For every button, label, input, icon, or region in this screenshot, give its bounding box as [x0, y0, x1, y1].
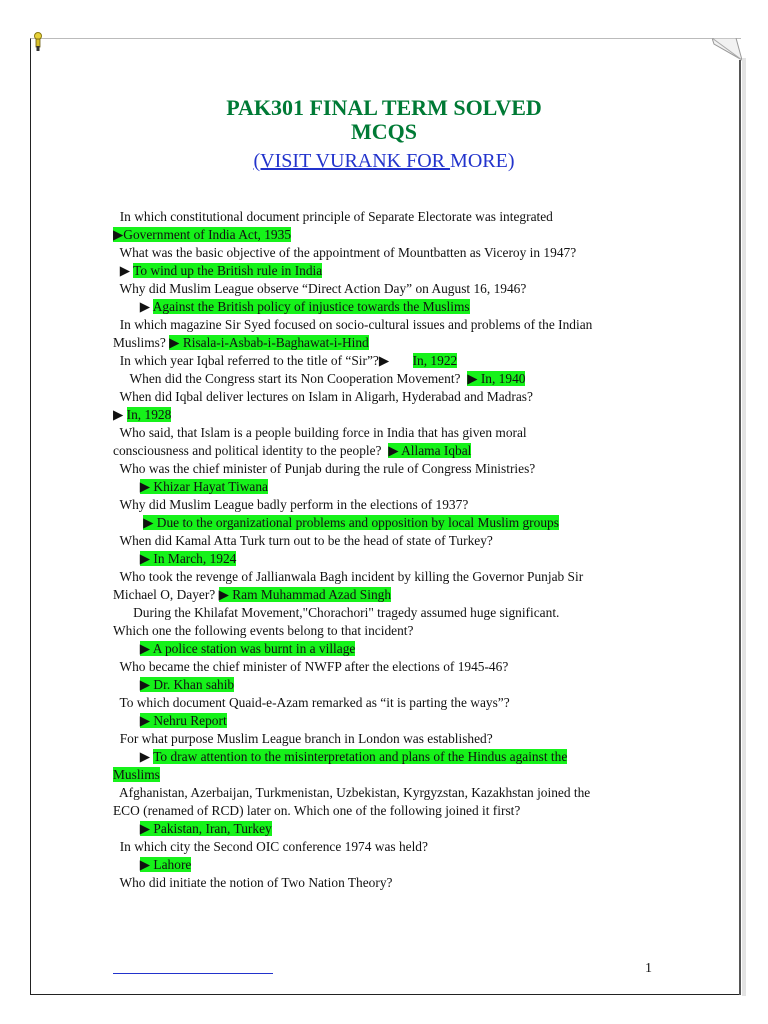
question-line — [113, 838, 658, 856]
answer-line — [113, 226, 658, 244]
line-text: When did Iqbal deliver lectures on Islam in Aligarh, Hyderabad and Madras? — [113, 389, 533, 404]
line-text: Who did initiate the notion of Two Nation Theory? — [113, 875, 393, 890]
question-line — [113, 730, 658, 748]
answer-line — [113, 442, 658, 460]
question-line — [113, 280, 658, 298]
highlighted-answer: ▶ A police station was burnt in a village — [139, 641, 356, 656]
line-text: Who became the chief minister of NWFP after the elections of 1945-46? — [113, 659, 509, 674]
highlighted-answer: ▶ Ram Muhammad Azad Singh — [218, 587, 392, 602]
question-line — [113, 532, 658, 550]
line-text — [113, 551, 140, 566]
line-text — [113, 821, 140, 836]
question-line — [113, 784, 658, 802]
question-line — [113, 424, 658, 442]
answer-line — [113, 262, 658, 280]
answer-line — [113, 748, 658, 766]
title-line-2: MCQS — [351, 119, 417, 144]
answer-line — [113, 370, 658, 388]
line-text: consciousness and political identity to the people? — [113, 443, 389, 458]
line-text: Why did Muslim League badly perform in the elections of 1937? — [113, 497, 469, 512]
highlighted-answer: ▶ Dr. Khan sahib — [139, 677, 235, 692]
answer-line — [113, 586, 658, 604]
answer-line — [113, 406, 658, 424]
line-text — [113, 479, 140, 494]
answer-line — [113, 550, 658, 568]
line-text — [113, 713, 140, 728]
line-text: Who took the revenge of Jallianwala Bagh incident by killing the Governor Punjab Sir — [113, 569, 584, 584]
answer-line — [113, 820, 658, 838]
highlighted-answer: ▶ Nehru Report — [139, 713, 227, 728]
question-line — [113, 604, 658, 622]
line-text: Why did Muslim League observe “Direct Action Day” on August 16, 1946? — [113, 281, 527, 296]
page-number: 1 — [645, 961, 652, 976]
line-text: Afghanistan, Azerbaijan, Turkmenistan, Uzbekistan, Kyrgyzstan, Kazakhstan joined the — [113, 785, 591, 800]
answer-line — [113, 640, 658, 658]
line-text: ECO (renamed of RCD) later on. Which one of the following joined it first? — [113, 803, 521, 818]
line-text: In which constitutional document principle of Separate Electorate was integrated — [113, 209, 553, 224]
line-text: Michael O, Dayer? — [113, 587, 219, 602]
highlighted-answer: ▶ Pakistan, Iran, Turkey — [139, 821, 272, 836]
line-text: ▶ — [113, 407, 127, 422]
answer-line — [113, 298, 658, 316]
paperclip-icon — [31, 31, 45, 53]
line-text: Muslims? — [113, 335, 170, 350]
answer-line — [113, 676, 658, 694]
line-text: To which document Quaid-e-Azam remarked as “it is parting the ways”? — [113, 695, 510, 710]
visit-link[interactable] — [0, 149, 768, 173]
answer-line — [113, 856, 658, 874]
line-text — [113, 515, 143, 530]
highlighted-answer: ▶ Lahore — [139, 857, 192, 872]
highlighted-answer: Muslims — [113, 767, 160, 782]
question-line — [113, 874, 658, 892]
question-line — [113, 388, 658, 406]
highlighted-answer: Against the British policy of injustice towards the Muslims — [152, 299, 470, 314]
line-text: During the Khilafat Movement,"Chorachori" tragedy assumed huge significant. — [113, 605, 560, 620]
page-edge — [739, 60, 741, 995]
line-text: ▶ — [113, 299, 153, 314]
highlighted-answer: To draw attention to the misinterpretation and plans of the Hindus against the — [153, 749, 568, 764]
question-line — [113, 802, 658, 820]
highlighted-answer: ▶ Khizar Hayat Tiwana — [139, 479, 268, 494]
highlighted-answer: ▶ Risala-i-Asbab-i-Baghawat-i-Hind — [169, 335, 369, 350]
question-line — [113, 496, 658, 514]
visit-link-text[interactable]: (VISIT VURANK FOR — [253, 150, 451, 172]
question-line — [113, 658, 658, 676]
highlighted-answer: To wind up the British rule in India — [133, 263, 323, 278]
question-line — [113, 622, 658, 640]
question-line — [113, 208, 658, 226]
line-text: In which city the Second OIC conference 1974 was held? — [113, 839, 428, 854]
highlighted-answer: In, 1928 — [126, 407, 172, 422]
question-line — [113, 694, 658, 712]
mcq-list — [113, 208, 658, 892]
page-shadow — [742, 58, 746, 996]
page-curl-icon — [712, 38, 742, 62]
footnote-separator — [113, 973, 273, 974]
question-line — [113, 568, 658, 586]
question-line — [113, 316, 658, 334]
line-text — [113, 677, 140, 692]
line-text: ▶ — [113, 263, 134, 278]
highlighted-answer: ▶ In March, 1924 — [139, 551, 237, 566]
highlighted-answer: ▶ Due to the organizational problems and opposition by local Muslim groups — [143, 515, 559, 530]
highlighted-answer: ▶Government of India Act, 1935 — [113, 227, 292, 242]
line-text: Who said, that Islam is a people building force in India that has given moral — [113, 425, 527, 440]
line-text: In which magazine Sir Syed focused on socio-cultural issues and problems of the Indian — [113, 317, 593, 332]
line-text: In which year Iqbal referred to the title of “Sir”?▶ — [113, 353, 413, 368]
question-line — [113, 244, 658, 262]
line-text — [113, 641, 140, 656]
page-title — [0, 96, 768, 144]
answer-line — [113, 334, 658, 352]
visit-link-more: MORE) — [450, 150, 515, 172]
line-text: ▶ — [113, 749, 154, 764]
line-text: Which one the following events belong to that incident? — [113, 623, 414, 638]
line-text: For what purpose Muslim League branch in London was established? — [113, 731, 493, 746]
answer-line — [113, 712, 658, 730]
question-line — [113, 460, 658, 478]
line-text: What was the basic objective of the appointment of Mountbatten as Viceroy in 1947? — [113, 245, 577, 260]
highlighted-answer: ▶ Allama Iqbal — [388, 443, 472, 458]
highlighted-answer: In, 1922 — [412, 353, 458, 368]
highlighted-answer: ▶ In, 1940 — [467, 371, 526, 386]
answer-line — [113, 478, 658, 496]
answer-line — [113, 514, 658, 532]
answer-line — [113, 766, 658, 784]
line-text: When did the Congress start its Non Cooperation Movement? — [113, 371, 468, 386]
line-text — [113, 857, 140, 872]
answer-line — [113, 352, 658, 370]
line-text: Who was the chief minister of Punjab during the rule of Congress Ministries? — [113, 461, 536, 476]
title-line-1: PAK301 FINAL TERM SOLVED — [226, 95, 542, 120]
line-text: When did Kamal Atta Turk turn out to be the head of state of Turkey? — [113, 533, 493, 548]
